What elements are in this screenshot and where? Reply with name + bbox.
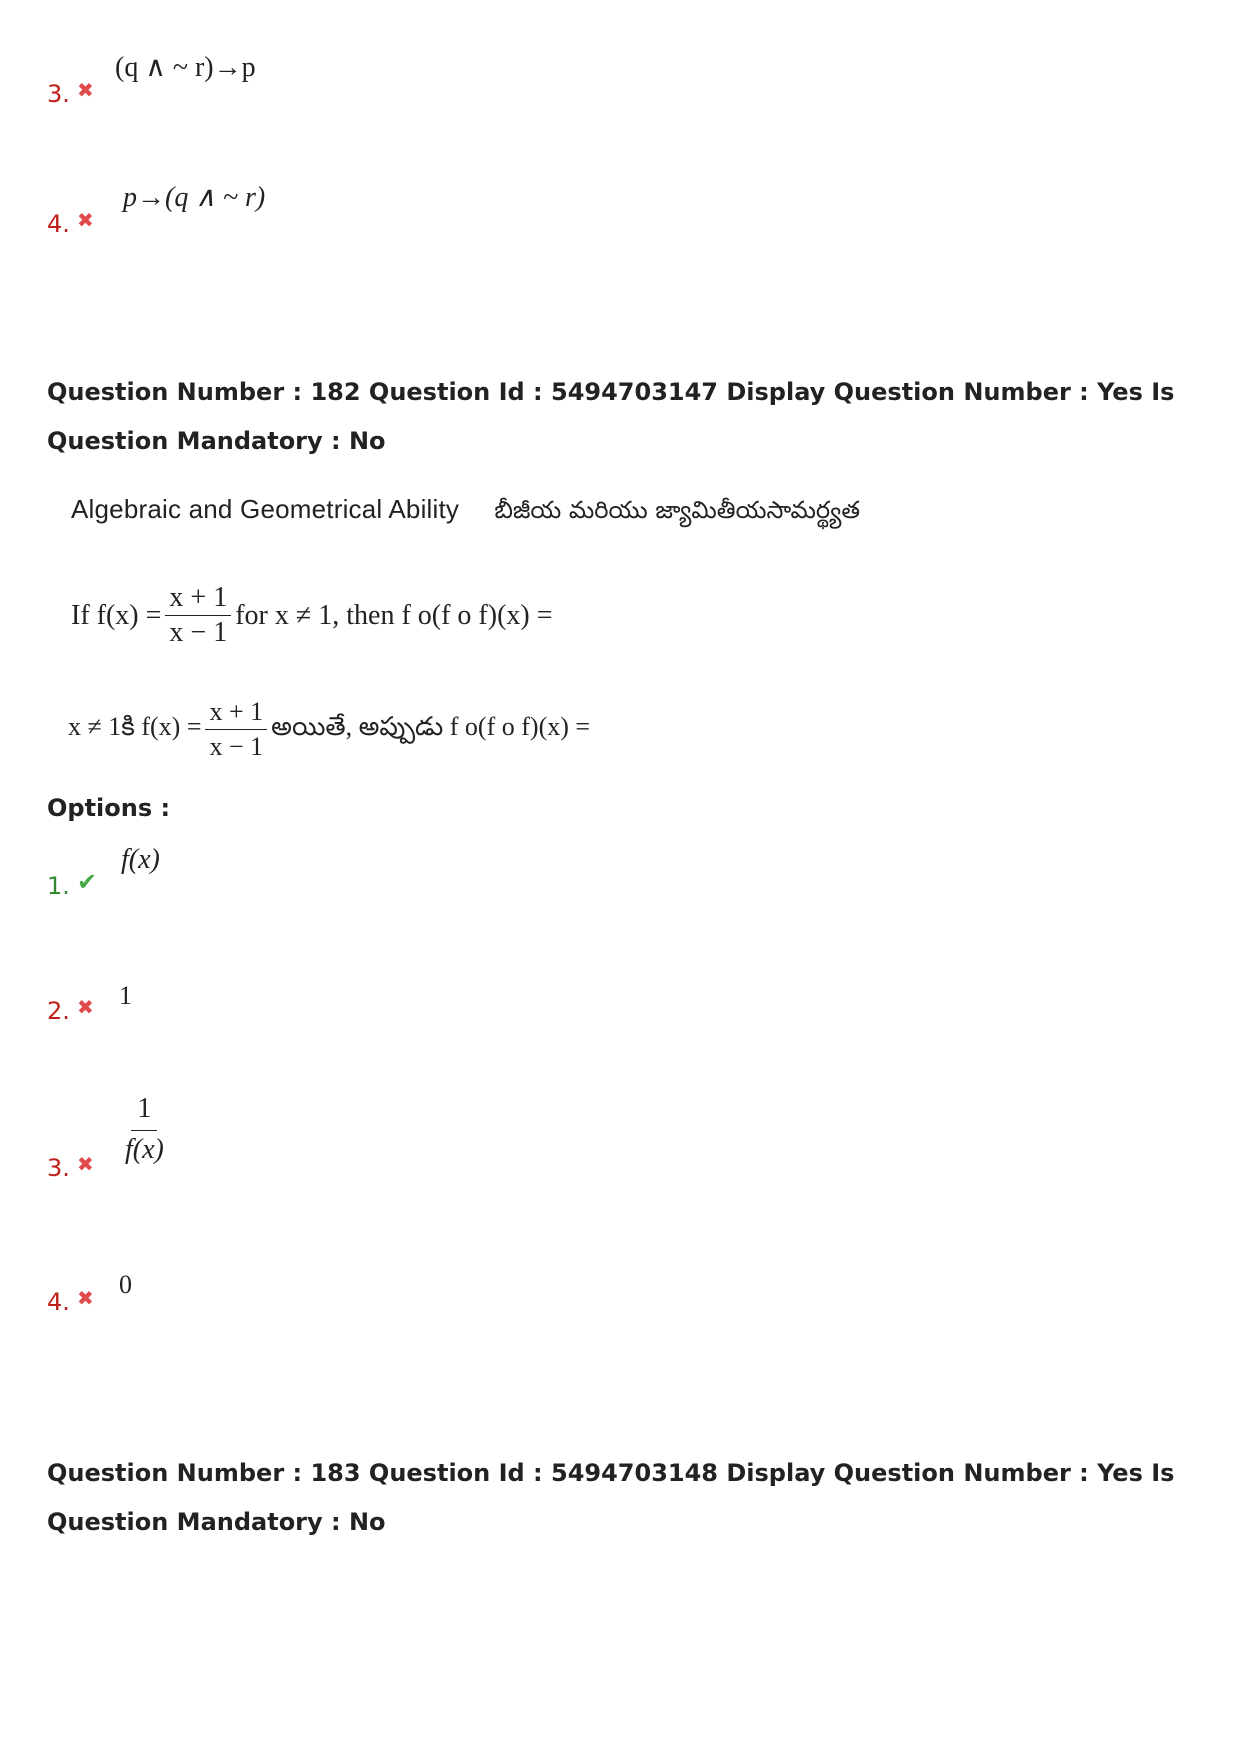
cross-mark-icon: ✖ bbox=[77, 995, 94, 1019]
fraction-denominator: x − 1 bbox=[209, 732, 264, 761]
prev-option-4 bbox=[47, 182, 266, 238]
cross-mark-icon: ✖ bbox=[77, 1152, 94, 1176]
stem-tail: for x ≠ 1, then f o(f o f)(x) = bbox=[235, 599, 553, 631]
option-fraction bbox=[121, 1094, 168, 1165]
option-number: 3. bbox=[47, 80, 70, 108]
cross-mark-icon: ✖ bbox=[77, 78, 94, 102]
cross-mark-icon: ✖ bbox=[77, 208, 94, 232]
stem-fraction bbox=[165, 583, 231, 648]
fraction-numerator: x + 1 bbox=[205, 697, 267, 730]
option-expression: f(x) bbox=[121, 844, 160, 875]
stem-tail: అయితే, అప్పుడు f o(f o f)(x) = bbox=[271, 711, 591, 741]
cross-mark-icon: ✖ bbox=[77, 1286, 94, 1310]
option-4 bbox=[47, 1270, 132, 1316]
prev-option-3 bbox=[47, 52, 256, 108]
option-number: 1. bbox=[47, 872, 70, 900]
subject-english: Algebraic and Geometrical Ability bbox=[71, 494, 460, 524]
option-number: 3. bbox=[47, 1154, 70, 1182]
question-stem-telugu bbox=[68, 697, 590, 762]
fraction-numerator: 1 bbox=[131, 1094, 157, 1131]
question-stem-english bbox=[71, 583, 553, 648]
fraction-denominator: f(x) bbox=[125, 1134, 164, 1165]
option-expression: 1 bbox=[119, 981, 132, 1010]
subject-telugu: బీజీయ మరియు జ్యామితీయసామర్థ్యత bbox=[494, 496, 861, 524]
stem-lead: If f(x) = bbox=[71, 599, 162, 631]
question-header-183: Question Number : 183 Question Id : 5494703148 Display Question Number : Yes Is Question Mandatory : No bbox=[47, 1459, 1175, 1536]
fraction-numerator: x + 1 bbox=[165, 583, 231, 616]
option-2 bbox=[47, 981, 132, 1025]
option-1 bbox=[47, 844, 160, 900]
fraction-denominator: x − 1 bbox=[169, 617, 228, 648]
option-number: 4. bbox=[47, 210, 70, 238]
option-number: 4. bbox=[47, 1288, 70, 1316]
stem-lead: x ≠ 1కి f(x) = bbox=[68, 711, 202, 741]
option-expression: p→(q ∧ ~ r) bbox=[123, 182, 266, 213]
option-expression: (q ∧ ~ r)→p bbox=[115, 52, 256, 83]
subject-line bbox=[71, 494, 860, 530]
check-mark-icon: ✔ bbox=[77, 868, 98, 896]
option-3 bbox=[47, 1093, 172, 1182]
option-expression: 0 bbox=[119, 1270, 132, 1299]
options-label: Options : bbox=[47, 794, 171, 822]
stem-fraction bbox=[205, 697, 267, 762]
option-number: 2. bbox=[47, 997, 70, 1025]
question-header-182: Question Number : 182 Question Id : 5494703147 Display Question Number : Yes Is Question Mandatory : No bbox=[47, 378, 1175, 455]
